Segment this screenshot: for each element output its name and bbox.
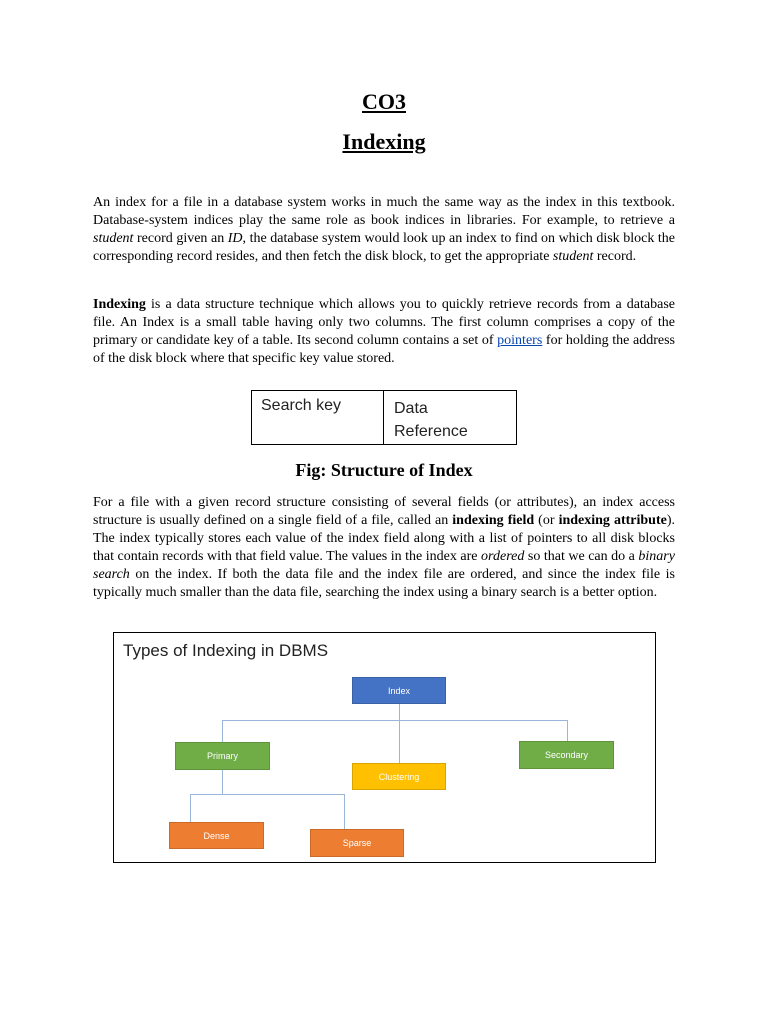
- diagram-title: Types of Indexing in DBMS: [123, 641, 329, 660]
- connector-to-clustering: [399, 720, 400, 763]
- node-sparse: Sparse: [310, 829, 404, 857]
- figure-caption: Fig: Structure of Index: [295, 460, 473, 480]
- node-secondary: Secondary: [519, 741, 614, 769]
- paragraph-intro: An index for a file in a database system works in much the same way as the index in this textbook. Database-system indices play the same role as book indices in libraries. For example, to retrieve a student record given an ID, the database system would look up an index to find on which disk block the corresponding record resides, and then fetch the disk block, to get the appropriate student record.: [93, 195, 676, 264]
- pointers-link[interactable]: pointers: [497, 333, 543, 348]
- index-structure-table: [251, 390, 517, 445]
- connector-to-secondary: [567, 720, 568, 741]
- paragraph-indexing-definition: Indexing is a data structure technique which allows you to quickly retrieve records from a database file. An Index is a small table having only two columns. The first column comprises a copy of the primary or candidate key of a table. Its second column contains a set of pointers for holding the address of the disk block where that specific key value stored.: [93, 297, 675, 366]
- node-dense: Dense: [169, 822, 264, 849]
- connector-bottom-bar: [190, 794, 345, 795]
- doc-subtitle: Indexing: [342, 129, 426, 154]
- node-index: Index: [352, 677, 446, 704]
- indexing-types-diagram: [113, 632, 656, 863]
- search-key-cell: Search key: [252, 391, 384, 444]
- connector-primary-down: [222, 770, 223, 794]
- data-reference-cell: Data Reference: [394, 400, 468, 440]
- doc-title: CO3: [362, 89, 406, 114]
- connector-to-sparse: [344, 794, 345, 829]
- node-clustering: Clustering: [352, 763, 446, 790]
- connector-to-primary: [222, 720, 223, 742]
- connector-top-bar: [222, 720, 567, 721]
- connector-to-dense: [190, 794, 191, 822]
- connector-index-down: [399, 703, 400, 720]
- node-primary: Primary: [175, 742, 270, 770]
- paragraph-indexing-field: For a file with a given record structure consisting of several fields (or attributes), an index access structure is usually defined on a single field of a file, called an indexing field (or indexing attribute). The index typically stores each value of the index field along with a list of pointers to all disk blocks that contain records with that field value. The values in the index are ordered so that we can do a binary search on the index. If both the data file and the index file are ordered, and since the index file is typically much smaller than the data file, searching the index using a binary search is a better option.: [93, 495, 676, 600]
